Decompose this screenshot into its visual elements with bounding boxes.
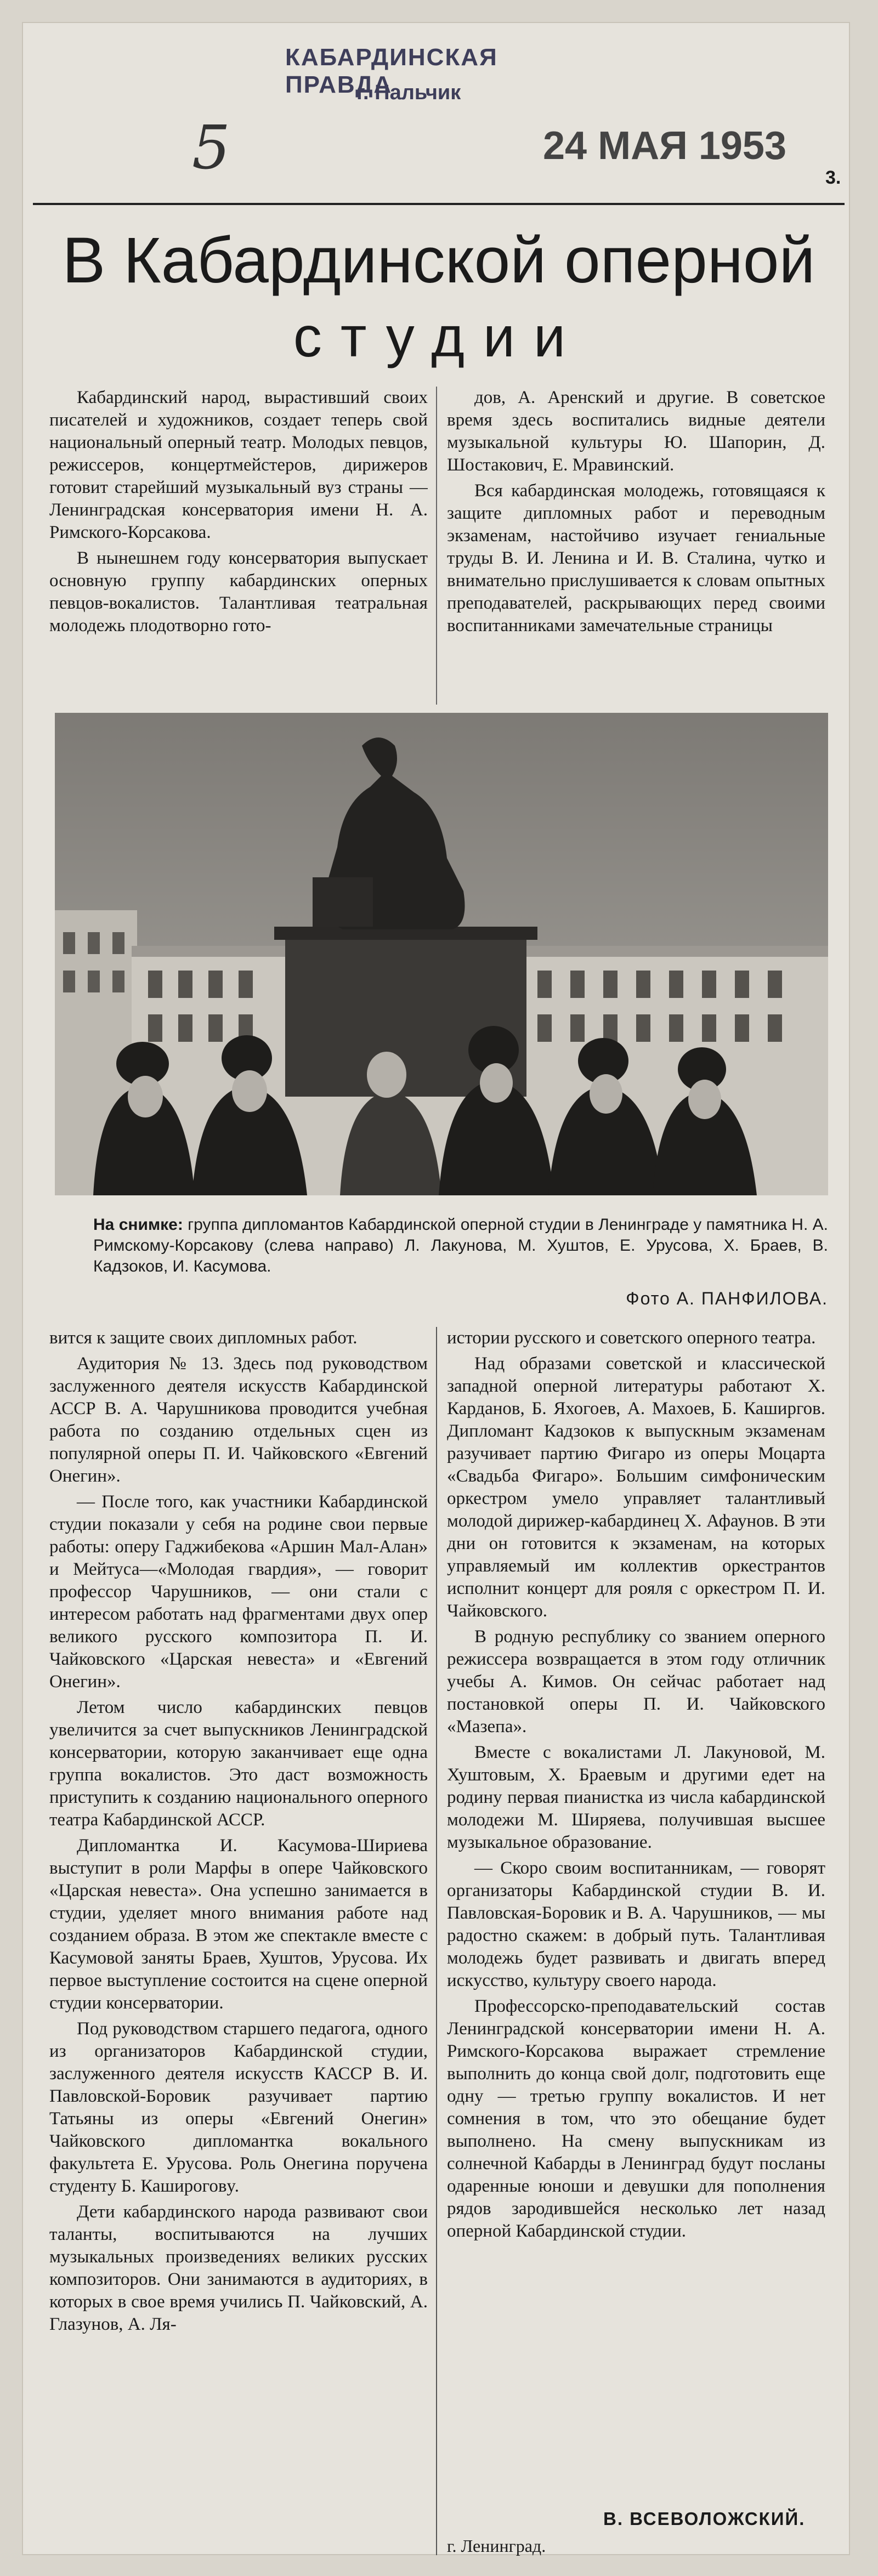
headline-line-1: В Кабардинской оперной <box>62 224 815 297</box>
paragraph: Под руководством старшего педагога, одного из организаторов Кабардинской студии, заслуженного деятеля искусств КАССР В. И. Павловской-Боровик разучивает партию Татьяны из оперы «Евгений Онегин» Чайковского дипломантка вокального факультета Е. Урусова. Роль Онегина поручена студенту Б. Кашироговy. <box>49 2019 428 2196</box>
handwritten-number: 5 <box>192 112 230 183</box>
column-divider <box>436 387 437 705</box>
headline-line-2: студии <box>293 305 585 369</box>
page-number: 3. <box>825 167 841 188</box>
paragraph: В родную республику со званием оперного режиссера возвращается в этом году отличник учебы А. Кимов. Он сейчас работает над постановкой оперы П. И. Чайковского «Мазепа». <box>447 1627 825 1737</box>
newspaper-stamp <box>263 44 570 132</box>
stamp-newspaper-name: КАБАРДИНСКАЯ ПРАВДА <box>285 44 498 98</box>
paragraph: В нынешнем году консерватория выпускает основную группу кабардинских оперных певцов-вокалистов. Талантливая театральная молодежь плодотворно гото- <box>49 548 428 636</box>
paragraph: дов, А. Аренский и другие. В советское время здесь воспитались видные деятели музыкальной культуры Ю. Шапорин, Д. Шостакович, Е. Мравинский. <box>447 388 825 475</box>
stamp-city: г. Нальчик <box>356 81 461 104</box>
photo-caption <box>93 1215 828 1277</box>
article-column-1 <box>49 387 428 710</box>
paragraph: — После того, как участники Кабардинской студии показали у себя на родине свои первые работы: оперу Гаджибекова «Аршин Мал-Алан» и Мейтуса—«Молодая гвардия», — говорит профессор Чарушников, — они стали с интересом работать над фрагментами двух опер великого русского композитора П. И. Чайковского «Царская невеста» и «Евгений Онегин». <box>49 1492 428 1692</box>
paragraph: Над образами советской и классической западной оперной литературы работают Х. Карданов, Б. Яхогоев, А. Махоев, Б. Каширгов. Дипломант Кадзоков к выпускным экзаменам разучивает партию Фигаро из оперы Моцарта «Свадьба Фигаро». Большим симфоническим оркестром умело управляет талантливый молодой дирижер-кабардинец Х. Афаунов. В эти дни он готовится к экзаменам, на которых управляемый им коллектив оркестрантов исполнит концерт для рояля с оркестром П. И. Чайковского. <box>447 1354 825 1621</box>
author-signature: В. ВСЕВОЛОЖСКИЙ. <box>603 2509 806 2529</box>
photo-credit: Фото А. ПАНФИЛОВА. <box>626 1289 828 1308</box>
paragraph: Дети кабардинского народа развивают свои таланты, воспитываются на лучших музыкальных произведениях великих русских композиторов. Они занимаются в аудиториях, в которых в свое время учились П. Чайковский, А. Глазунов, А. Ля- <box>49 2202 428 2334</box>
caption-label: На снимке: <box>93 1216 183 1234</box>
dateline-place: г. Ленинград. <box>447 2536 546 2556</box>
paragraph: Аудитория № 13. Здесь под руководством заслуженного деятеля искусств Кабардинской АССР В. А. Чарушникова проводится учебная работа по созданию отдельных сцен из популярной оперы П. И. Чайковского «Евгений Онегин». <box>49 1354 428 1486</box>
paragraph: Профессорско-преподавательский состав Ленинградской консерватории имени Н. А. Римского-Корсакова выражает стремление выполнить до конца свой долг, подготовить еще одну — третью группу вокалистов. И нет сомнения в том, что это обещание будет выполнено. На смену выпускникам из солнечной Кабарды в Ленинград будут посланы одаренные юноши и девушки для пополнения рядов зародившейся несколько лет назад оперной Кабардинской студии. <box>447 1996 825 2241</box>
paragraph: Летом число кабардинских певцов увеличится за счет выпускников Ленинградской консерватории, которую заканчивает еще одна группа вокалистов. Это даст возможность приступить к созданию национального оперного театра Кабардинской АССР. <box>49 1698 428 1830</box>
paragraph: Дипломантка И. Касумова-Шириева выступит в роли Марфы в опере Чайковского «Царская невеста». Она успешно занимается в студии, уделяет много внимания работе над созданием образа. В этом же спектакле вместе с Касумовой заняты Браев, Хуштов, Урусова. Их первое выступление состоится на сцене оперной студии консерватории. <box>49 1836 428 2013</box>
article-column-2 <box>447 387 825 710</box>
paragraph: Вся кабардинская молодежь, готовящаяся к защите дипломных работ и переводным экзаменам, настойчиво изучает гениальные труды В. И. Ленина и И. В. Сталина, чутко и внимательно прислушивается к словам опытных преподавателей, раскрывающих перед своими воспитанниками замечательные страницы <box>447 481 825 636</box>
article-column-4 <box>447 1327 825 2506</box>
column-divider <box>436 1327 437 2555</box>
paragraph: — Скоро своим воспитанникам, — говорят организаторы Кабардинской студии В. И. Павловская-Боровик и В. А. Чарушников, — мы радостно скажем: в добрый путь. Талантливая молодежь будет развивать и двигать вперед искусство, культуру своего народа. <box>447 1858 825 1990</box>
article-column-3 <box>49 1327 428 2528</box>
monument-photo <box>55 713 828 1195</box>
paragraph: вится к защите своих дипломных работ. <box>49 1328 358 1348</box>
photo-image <box>55 713 828 1195</box>
header-rule <box>33 203 845 205</box>
paragraph: Кабардинский народ, вырастивший своих писателей и художников, создает теперь свой национальный оперный театр. Молодых певцов, режиссеров, концертмейстеров, дирижеров готовит старейший музыкальный вуз страны — Ленинградская консерватория имени Н. А. Римского-Корсакова. <box>49 388 428 542</box>
caption-text: группа дипломантов Кабардинской оперной студии в Ленинграде у памятника Н. А. Римскому-Корсакову (слева направо) Л. Лакунова, М. Хуштов, Е. Урусова, Х. Браев, В. Кадзоков, И. Касумова. <box>93 1216 828 1275</box>
paragraph: истории русского и советского оперного театра. <box>447 1328 816 1348</box>
stamp-date: 24 МАЯ 1953 <box>543 124 786 168</box>
paragraph: Вместе с вокалистами Л. Лакуновой, М. Хуштовым, Х. Браевым и другими едет на родину первая пианистка из числа кабардинской молодежи М. Ширяева, получившая высшее музыкальное образование. <box>447 1743 825 1852</box>
